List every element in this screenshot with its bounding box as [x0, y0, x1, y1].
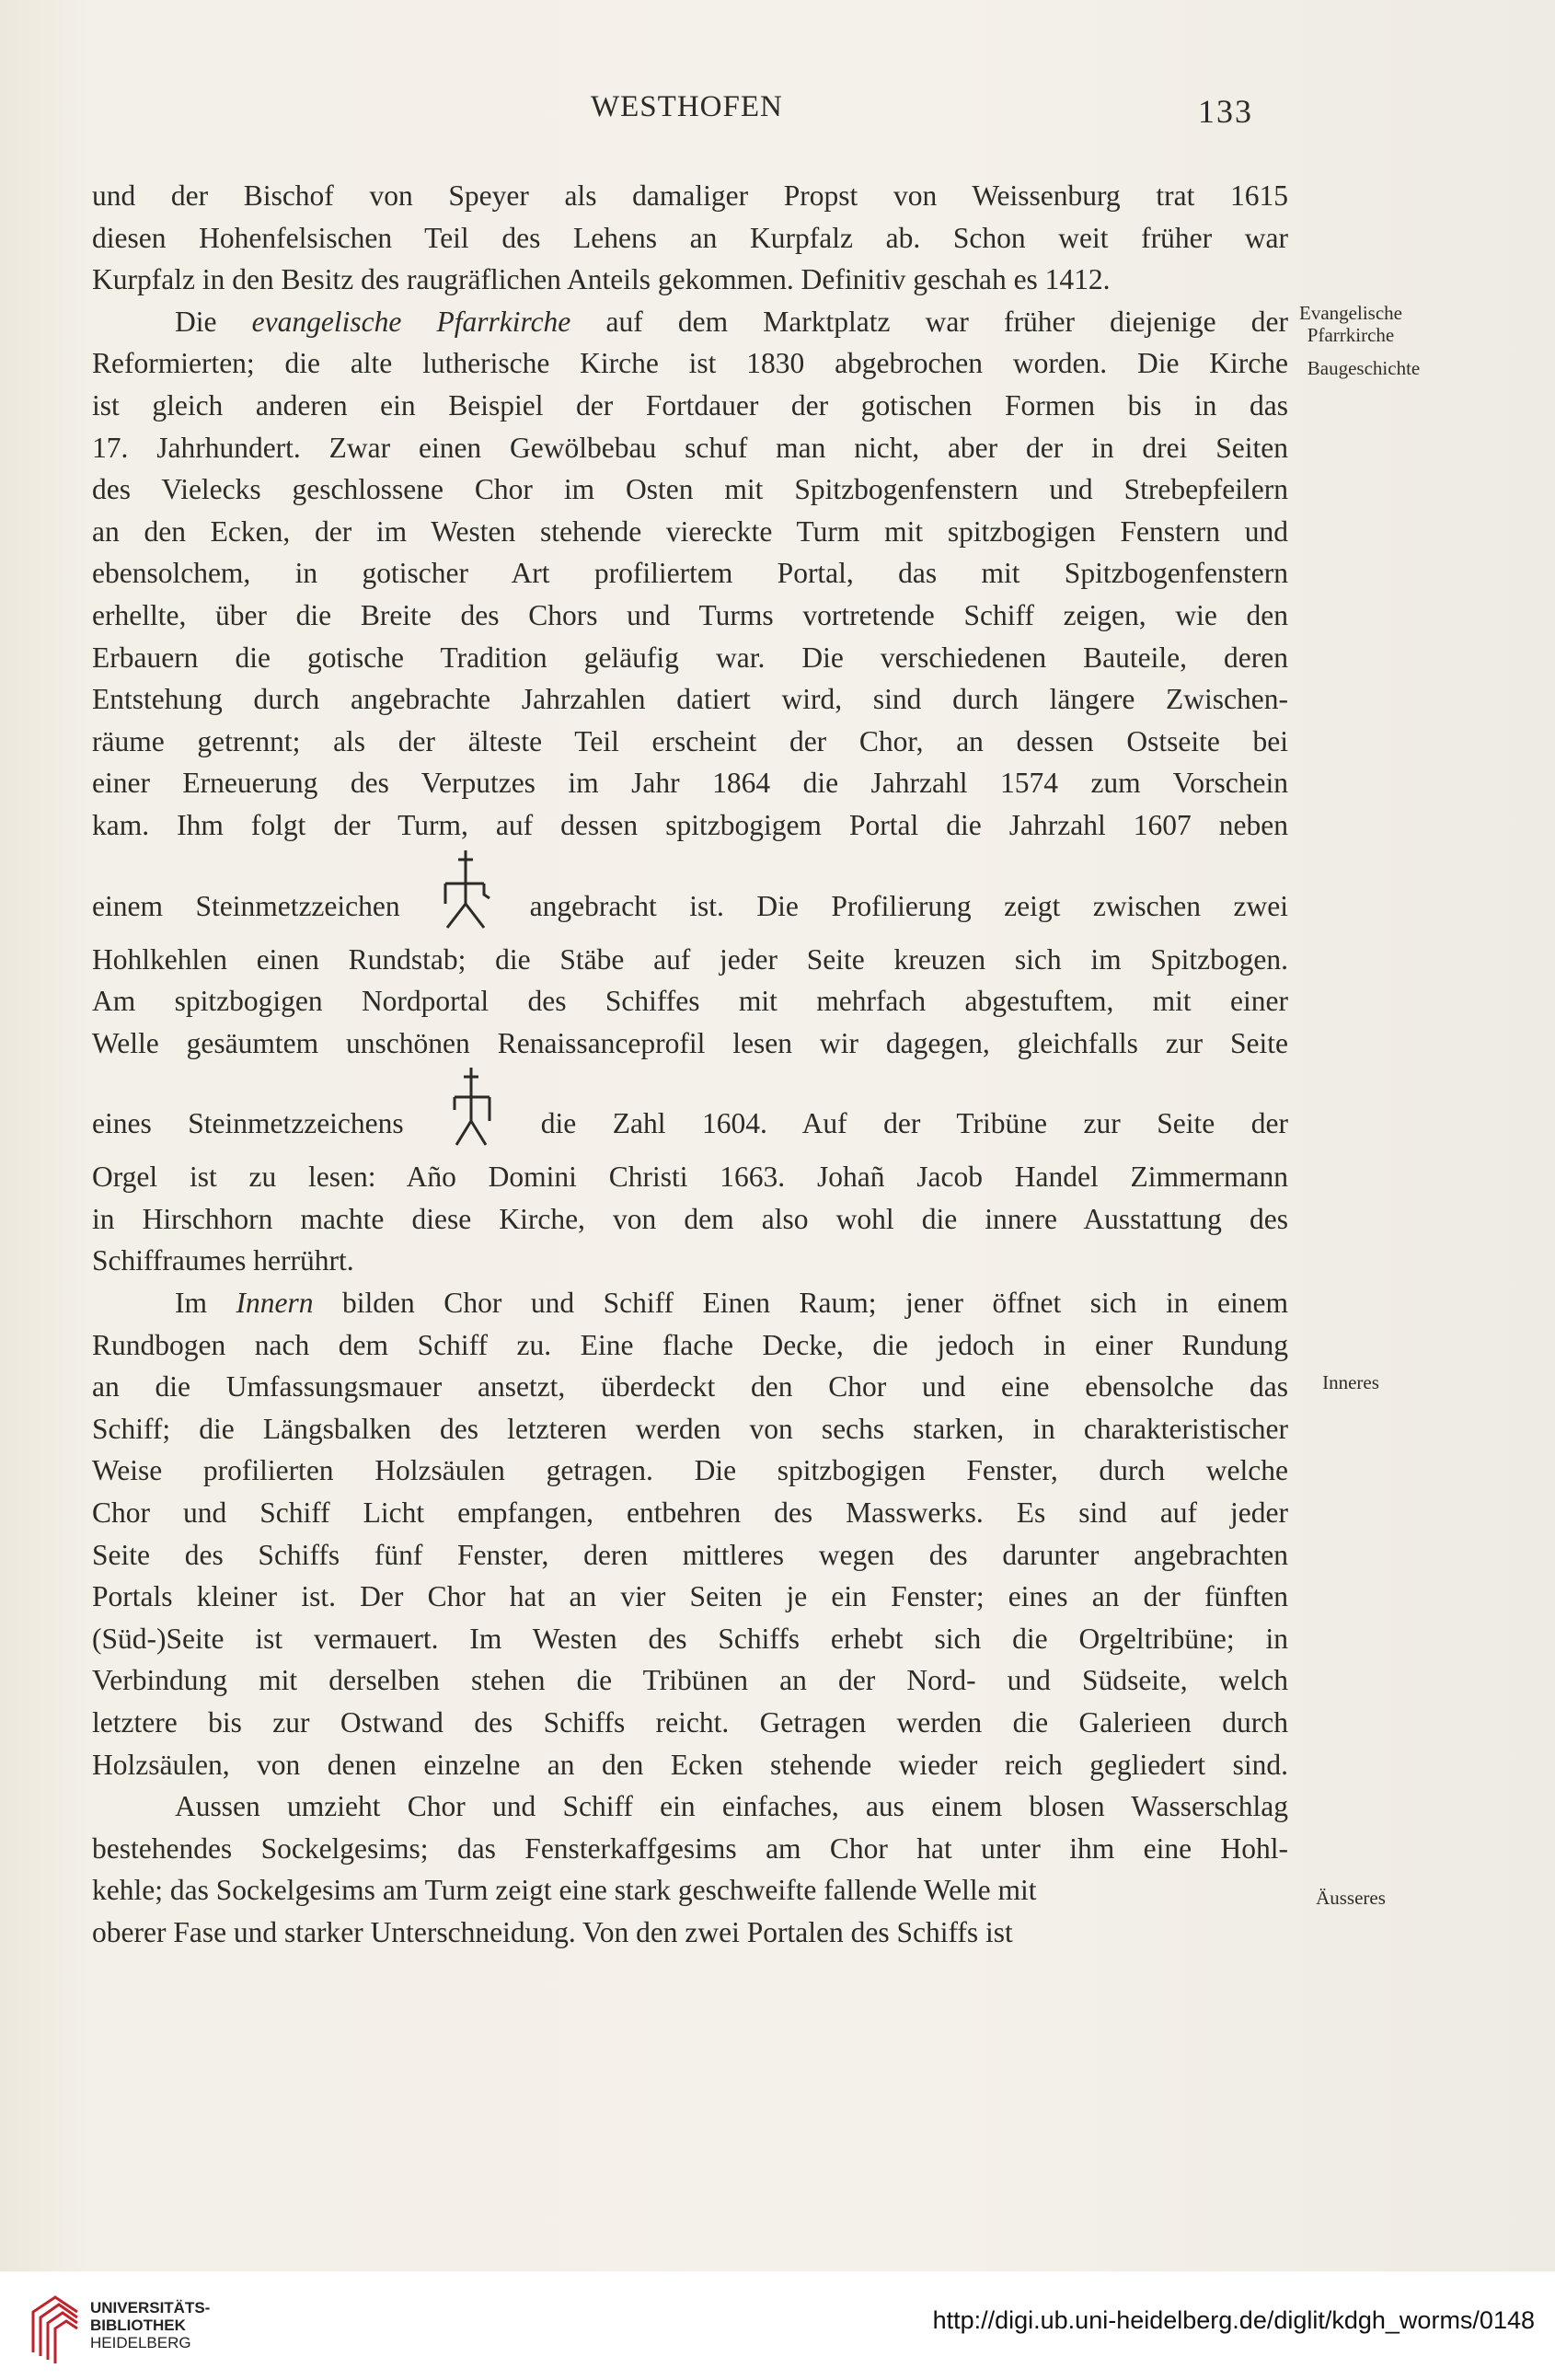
- text-line: Die evangelische Pfarrkirche auf dem Marktplatz war früher diejenige der: [175, 305, 1288, 338]
- text-line: Am spitzbogigen Nordportal des Schiffes mit mehrfach abgestuftem, mit einer: [92, 985, 1288, 1018]
- text-line: einer Erneuerung des Verputzes im Jahr 1864 die Jahrzahl 1574 zum Vorschein: [92, 767, 1288, 800]
- text-line: des Vielecks geschlossene Chor im Osten mit Spitzbogenfenstern und Strebepfeilern: [92, 473, 1288, 506]
- text-line: diesen Hohenfelsischen Teil des Lehens an Kurpfalz ab. Schon weit früher war: [92, 221, 1288, 254]
- text-line: räume getrennt; als der älteste Teil erscheint der Chor, an dessen Ostseite bei: [92, 724, 1288, 757]
- margin-note-baugeschichte: Baugeschichte: [1307, 357, 1421, 379]
- text-line: Im Innern bilden Chor und Schiff Einen Raum; jener öffnet sich in einem: [175, 1287, 1288, 1320]
- margin-note-ausseres: Äusseres: [1316, 1887, 1386, 1909]
- text-line: in Hirschhorn machte diese Kirche, von dem also wohl die innere Ausstattung des: [92, 1202, 1288, 1235]
- running-title: WESTHOFEN: [591, 90, 783, 123]
- university-library-logo-icon[interactable]: [28, 2284, 83, 2372]
- text-line: Kurpfalz in den Besitz des raugräflichen Anteils gekommen. Definitiv geschah es 1412.: [92, 263, 1111, 296]
- text-line: Schiffraumes herrührt.: [92, 1244, 354, 1277]
- text-line: Reformierten; die alte lutherische Kirche ist 1830 abgebrochen worden. Die Kirche: [92, 347, 1288, 380]
- text-line: ist gleich anderen ein Beispiel der Fortdauer der gotischen Formen bis in das: [92, 388, 1288, 422]
- text-line: Hohlkehlen einen Rundstab; die Stäbe auf jeder Seite kreuzen sich im Spitzbogen.: [92, 942, 1288, 976]
- text-line: Schiff; die Längsbalken des letzteren werden von sechs starken, in charakteristischer: [92, 1412, 1288, 1445]
- text-line: eines Steinmetzzeichens die Zahl 1604. Auf der Tribüne zur Seite der: [92, 1064, 1288, 1156]
- footer-brand: UNIVERSITÄTS- BIBLIOTHEK HEIDELBERG: [90, 2299, 211, 2351]
- text-line: einem Steinmetzzeichen angebracht ist. Die Profilierung zeigt zwischen zwei: [92, 847, 1288, 939]
- margin-note-inneres: Inneres: [1322, 1371, 1379, 1393]
- text-line: kehle; das Sockelgesims am Turm zeigt eine stark geschweifte fallende Welle mit: [92, 1874, 1037, 1907]
- text-line: bestehendes Sockelgesims; das Fensterkaffgesims am Chor hat unter ihm eine Hohl-: [92, 1831, 1288, 1865]
- emphasis: evangelische Pfarrkirche: [251, 305, 571, 338]
- text-line: Erbauern die gotische Tradition geläufig war. Die verschiedenen Bauteile, deren: [92, 641, 1288, 674]
- text-line: an den Ecken, der im Westen stehende viereckte Turm mit spitzbogigen Fenstern und: [92, 514, 1288, 548]
- text-line: Welle gesäumtem unschönen Renaissanceprofil lesen wir dagegen, gleichfalls zur Seite: [92, 1026, 1288, 1059]
- text-line: oberer Fase und starker Unterschneidung. Von den zwei Portalen des Schiffs ist: [92, 1915, 1013, 1948]
- text-line: Seite des Schiffs fünf Fenster, deren mittleres wegen des darunter angebrachten: [92, 1538, 1288, 1571]
- emphasis: Innern: [236, 1287, 314, 1320]
- text-line: Orgel ist zu lesen: Año Domini Christi 1663. Johañ Jacob Handel Zimmermann: [92, 1161, 1288, 1194]
- body-text: [92, 175, 1288, 1954]
- text-line: (Süd-)Seite ist vermauert. Im Westen des Schiffs erhebt sich die Orgeltribüne; in: [92, 1622, 1288, 1655]
- text-line: Chor und Schiff Licht empfangen, entbehren des Masswerks. Es sind auf jeder: [92, 1496, 1288, 1530]
- text-line: Verbindung mit derselben stehen die Tribünen an der Nord- und Südseite, welch: [92, 1664, 1288, 1697]
- footer-bar: [0, 2271, 1555, 2380]
- text-line: letztere bis zur Ostwand des Schiffs reicht. Getragen werden die Galerieen durch: [92, 1706, 1288, 1739]
- text-line: Entstehung durch angebrachte Jahrzahlen datiert wird, sind durch längere Zwischen-: [92, 683, 1288, 716]
- footer-url-link[interactable]: http://digi.ub.uni-heidelberg.de/diglit/kdgh_worms/0148: [932, 2306, 1535, 2334]
- text-line: kam. Ihm folgt der Turm, auf dessen spitzbogigem Portal die Jahrzahl 1607 neben: [92, 808, 1288, 841]
- text-line: Holzsäulen, von denen einzelne an den Ecken stehende wieder reich gegliedert sind.: [92, 1748, 1288, 1781]
- text-line: Weise profilierten Holzsäulen getragen. Die spitzbogigen Fenster, durch welche: [92, 1454, 1288, 1487]
- text-line: Rundbogen nach dem Schiff zu. Eine flache Decke, die jedoch in einer Rundung: [92, 1328, 1288, 1361]
- text-line: 17. Jahrhundert. Zwar einen Gewölbebau schuf man nicht, aber der in drei Seiten: [92, 431, 1288, 464]
- text-line: erhellte, über die Breite des Chors und Turms vortretende Schiff zeigen, wie den: [92, 598, 1288, 631]
- text-line: an die Umfassungsmauer ansetzt, überdeckt den Chor und eine ebensolche das: [92, 1370, 1288, 1404]
- text-line: und der Bischof von Speyer als damaliger Propst von Weissenburg trat 1615: [92, 179, 1288, 212]
- running-head: [0, 90, 1555, 136]
- text-line: ebensolchem, in gotischer Art profiliertem Portal, das mit Spitzbogenfenstern: [92, 557, 1288, 590]
- margin-note-evangelische-pfarrkirche: Evangelische Pfarrkirche: [1299, 302, 1402, 346]
- text-line: Portals kleiner ist. Der Chor hat an vier Seiten je ein Fenster; eines an der fünften: [92, 1580, 1288, 1613]
- page-number: 133: [1198, 93, 1253, 130]
- text-line: Aussen umzieht Chor und Schiff ein einfaches, aus einem blosen Wasserschlag: [175, 1790, 1288, 1823]
